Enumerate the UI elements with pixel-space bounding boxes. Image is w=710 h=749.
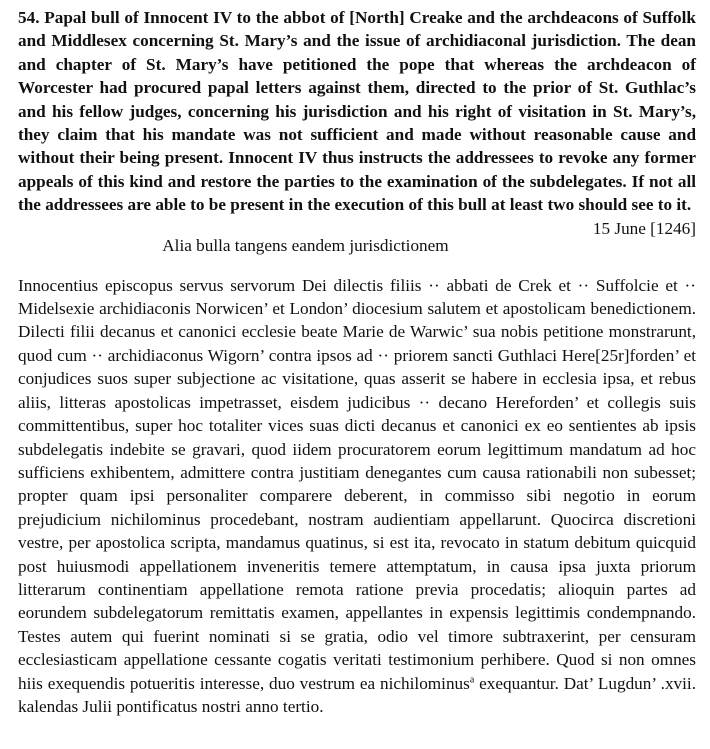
entry-summary — [18, 6, 696, 238]
footnote-marker: a — [469, 673, 475, 685]
entry-summary-text: 54. Papal bull of Innocent IV to the abbot of [North] Creake and the archdeacons of Suffolk and Middlesex concerning St. Mary’s and the issue of archidiaconal jurisdiction. The dean and chapter of St. Mary’s have petitioned the pope that whereas the archdeacon of Worcester had procured papal letters against them, directed to the prior of St. Guthlac’s and his fellow judges, concerning his jurisdiction and his right of visitation in St. Mary’s, they claim that his mandate was not sufficient and made without reasonable cause and without their being present. Innocent IV thus instructs the addressees to revoke any former appeals of this kind and restore the parties to the examination of the subdelegates. If not all the addressees are able to be present in the execution of this bull at least two should see to it. — [18, 8, 696, 215]
latin-heading: Alia bulla tangens eandem jurisdictionem — [162, 235, 449, 255]
entry-date: 15 June [1246] — [592, 218, 696, 238]
latin-text-end: exequantur. Dat’ Lugdun’ .xvii. kalendas Julii pontificatus nostri anno tertio. — [18, 673, 697, 716]
latin-text-main: Innocentius episcopus servus servorum Dei dilectis filiis ·· abbati de Crek et ·· Suffolcie et ·· Midelsexie archidiaconis Norwicen’ et London’ diocesium salutem et apostolicam benedictionem. Dilecti filii decanus et canonici ecclesie beate Marie de Warwic’ sua nobis petitione monstrarunt, quod cum ·· archidiaconus Wigorn’ contra ipsos ad ·· priorem sancti Guthlaci Here[25r]forden’ et conjudices suos super subjectione ac visitatione, quas asserit se habere in ecclesia ipsa, et rebus aliis, litteras apostolicas impetrasset, eisdem judicibus ·· decano Hereforden’ et collegis suis committentibus, super hoc totaliter vices suas dicti decanus et canonici ex eo sentientes ab ipsis subdelegatis indebite se gravari, quod iidem procuratorem eorum legittimum mandatum ad hoc sufficiens exhibentem, admittere contra justitiam denegantes cum causa rationabili non subesset; propter quam ipsi personaliter comparere deberent, in commisso sibi negotio in eorum prejudicium nichilominus procedebant, nostram audientiam appellarunt. Quocirca discretioni vestre, per apostolica scripta, mandamus quatinus, si est ita, revocato in statum debitum quicquid post huiusmodi appellationem inveneritis temere attemptatum, in causa ipsa juxta priorum litterarum continentiam appellatione remota ratione previa procedatis; alioquin partes ad eorundem subdelegatorum remittatis examen, appellantes in expensis legittimis condempnando. Testes autem qui fuerint nominati si se gratia, odio vel timore subtraxerint, per censuram ecclesiasticam appellatione cessante cogatis veritati testimonium perhibere. Quod si non omnes hiis exequendis potueritis interesse, duo vestrum ea nichilominus — [18, 275, 696, 693]
latin-transcription — [18, 274, 696, 719]
